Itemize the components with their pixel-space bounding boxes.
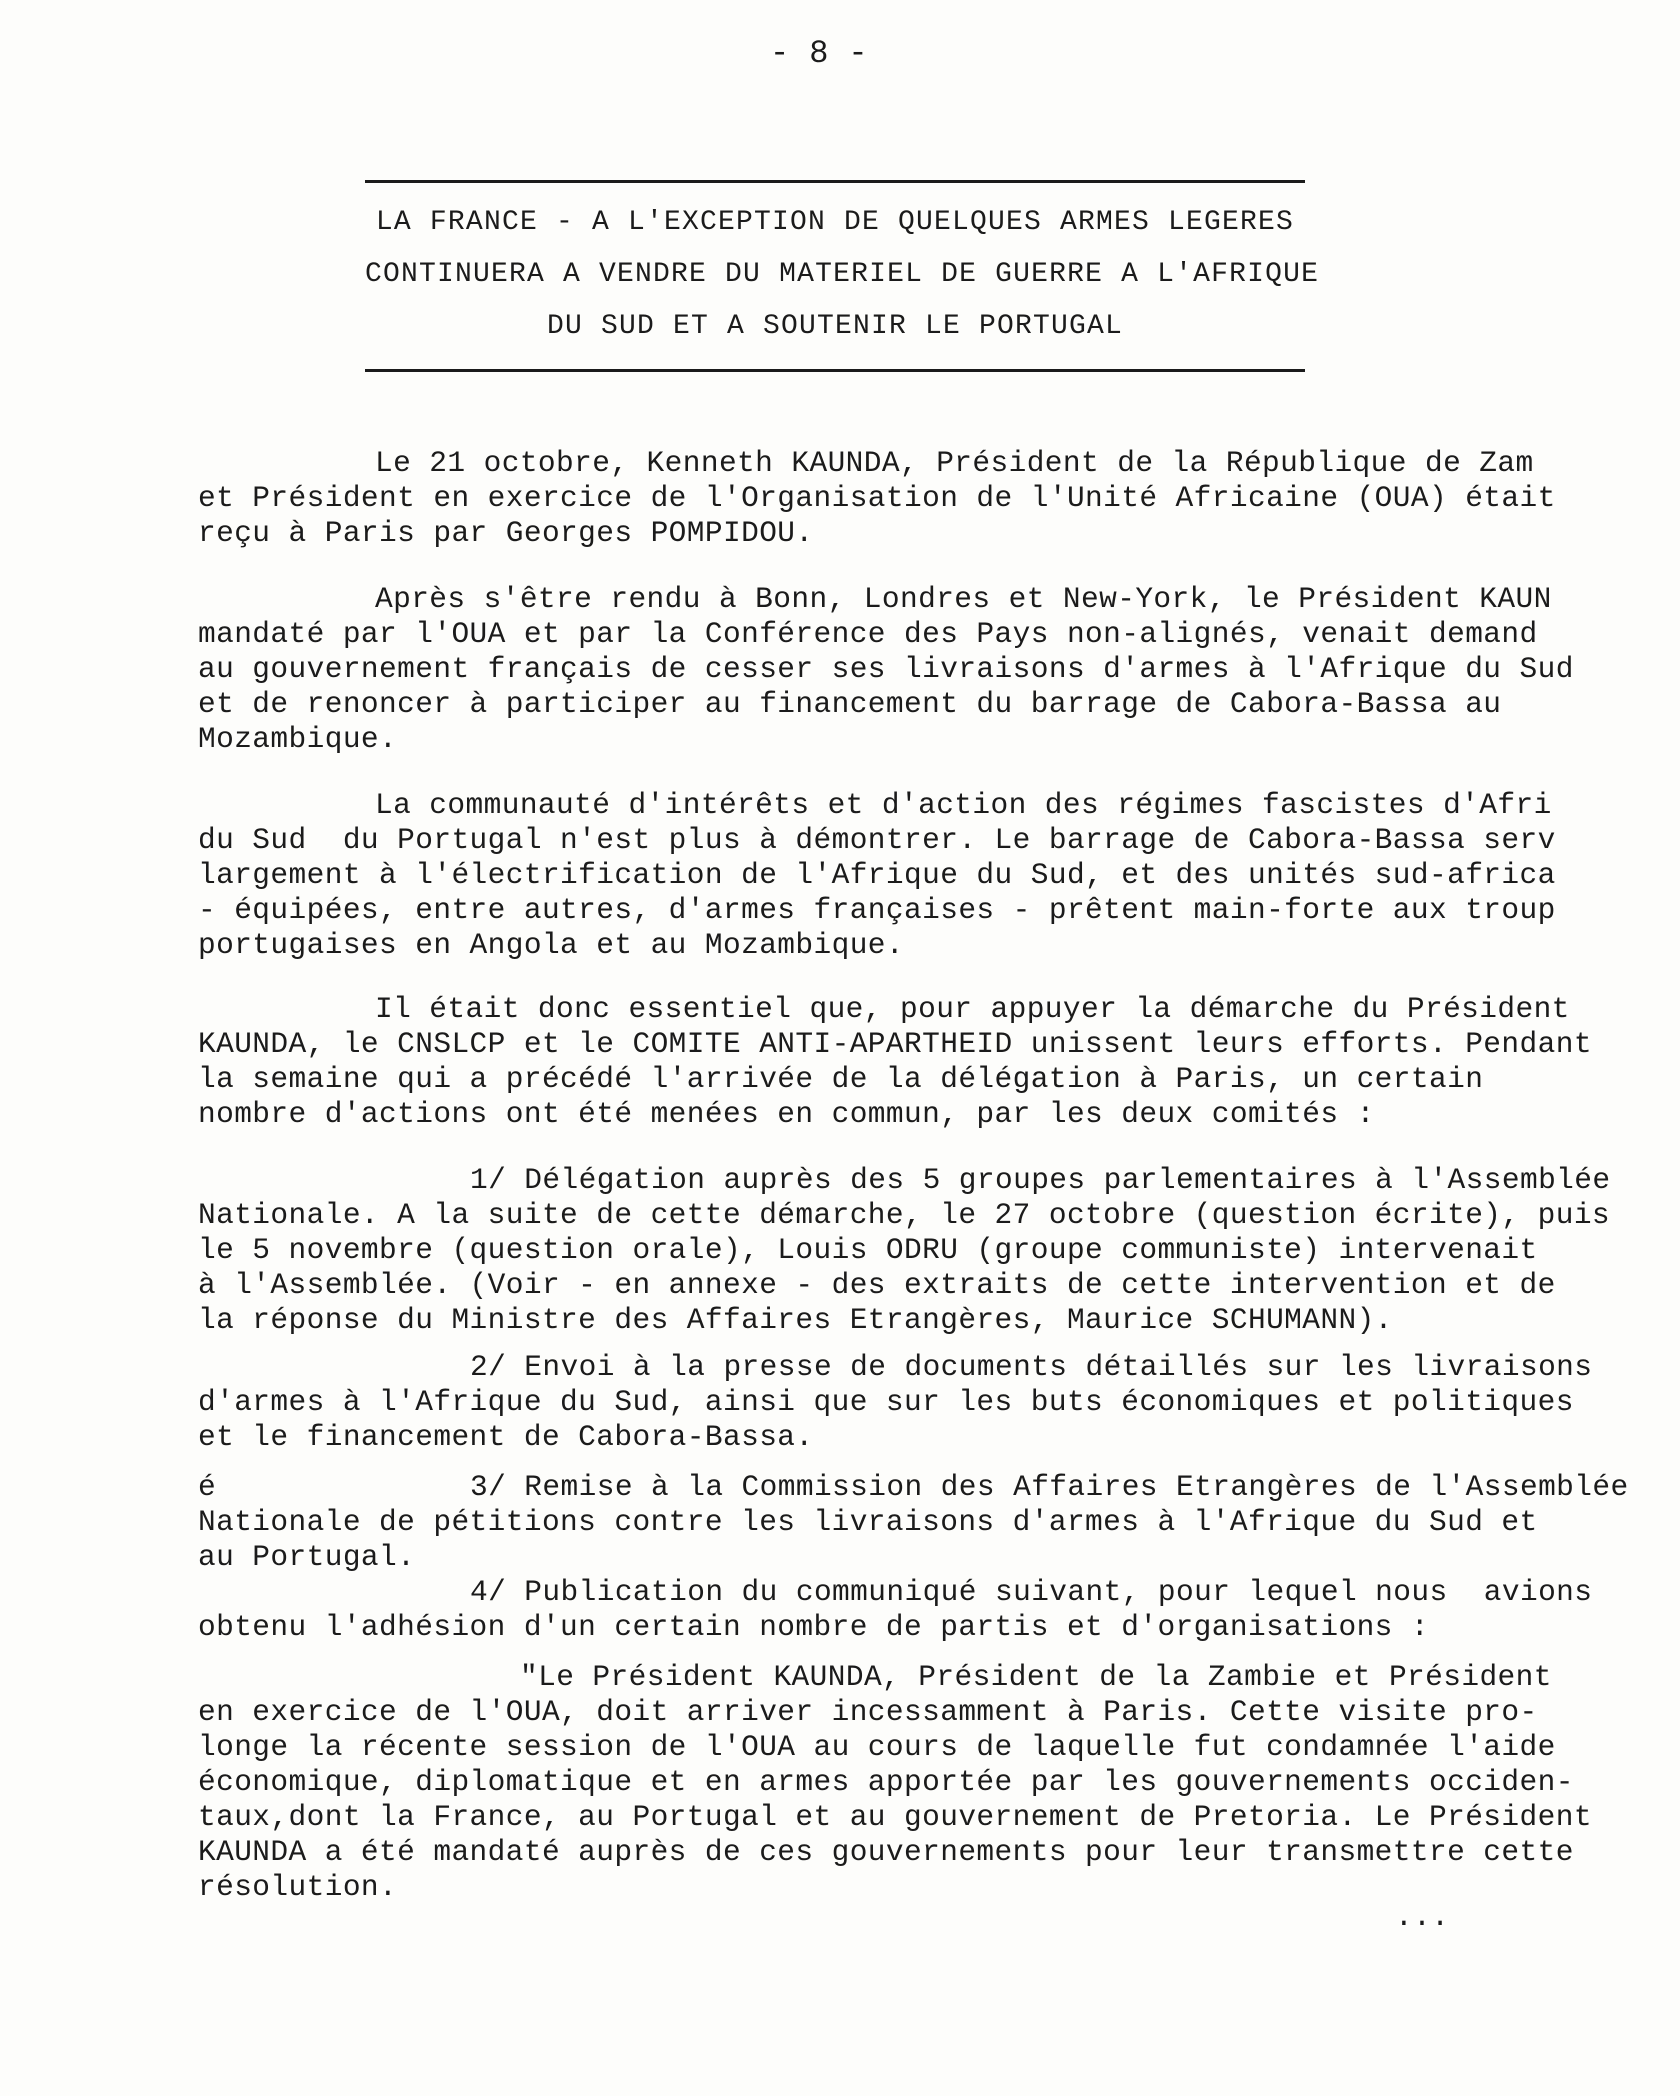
body-line: du Sud du Portugal n'est plus à démontrer. Le barrage de Cabora-Bassa serv xyxy=(198,823,1556,857)
body-line: au Portugal. xyxy=(198,1540,416,1574)
title-line: CONTINUERA A VENDRE DU MATERIEL DE GUERRE A L'AFRIQUE xyxy=(365,259,1320,290)
body-line: portugaises en Angola et au Mozambique. xyxy=(198,928,905,962)
title-line: DU SUD ET A SOUTENIR LE PORTUGAL xyxy=(546,311,1124,342)
body-line: Le 21 octobre, Kenneth KAUNDA, Président de la République de Zam xyxy=(375,446,1534,480)
body-line: Mozambique. xyxy=(198,722,398,756)
body-line: nombre d'actions ont été menées en commun, par les deux comités : xyxy=(198,1097,1375,1131)
body-line: Il était donc essentiel que, pour appuyer la démarche du Président xyxy=(375,992,1570,1026)
body-line: la réponse du Ministre des Affaires Etrangères, Maurice SCHUMANN). xyxy=(198,1303,1393,1337)
quote-line: taux,dont la France, au Portugal et au gouvernement de Pretoria. Le Président xyxy=(198,1800,1592,1834)
body-line: Après s'être rendu à Bonn, Londres et New-York, le Président KAUN xyxy=(375,582,1552,616)
quote-line: économique, diplomatique et en armes apportée par les gouvernements occiden- xyxy=(198,1765,1574,1799)
body-line: mandaté par l'OUA et par la Conférence des Pays non-alignés, venait demand xyxy=(198,617,1538,651)
body-line: et Président en exercice de l'Organisation de l'Unité Africaine (OUA) était xyxy=(198,481,1556,515)
body-line: et le financement de Cabora-Bassa. xyxy=(198,1420,814,1454)
body-line: au gouvernement français de cesser ses livraisons d'armes à l'Afrique du Sud xyxy=(198,652,1574,686)
quote-line: longe la récente session de l'OUA au cours de laquelle fut condamnée l'aide xyxy=(198,1730,1556,1764)
stray-mark: é xyxy=(198,1470,217,1504)
body-line: - équipées, entre autres, d'armes françaises - prêtent main-forte aux troup xyxy=(198,893,1556,927)
quote-line: KAUNDA a été mandaté auprès de ces gouvernements pour leur transmettre cette xyxy=(198,1835,1574,1869)
body-line: le 5 novembre (question orale), Louis ODRU (groupe communiste) intervenait xyxy=(198,1233,1538,1267)
body-line: KAUNDA, le CNSLCP et le COMITE ANTI-APARTHEID unissent leurs efforts. Pendant xyxy=(198,1027,1592,1061)
quote-line: résolution. xyxy=(198,1870,398,1904)
body-line: la semaine qui a précédé l'arrivée de la délégation à Paris, un certain xyxy=(198,1062,1484,1096)
quote-line: en exercice de l'OUA, doit arriver incessamment à Paris. Cette visite pro- xyxy=(198,1695,1538,1729)
body-line: La communauté d'intérêts et d'action des régimes fascistes d'Afri xyxy=(375,788,1552,822)
body-line: 2/ Envoi à la presse de documents détaillés sur les livraisons xyxy=(470,1350,1593,1384)
title-line: LA FRANCE - A L'EXCEPTION DE QUELQUES ARMES LEGERES xyxy=(375,207,1295,238)
quote-line: "Le Président KAUNDA, Président de la Zambie et Président xyxy=(520,1660,1552,1694)
body-line: d'armes à l'Afrique du Sud, ainsi que sur les buts économiques et politiques xyxy=(198,1385,1574,1419)
body-line: obtenu l'adhésion d'un certain nombre de partis et d'organisations : xyxy=(198,1610,1429,1644)
body-line: largement à l'électrification de l'Afrique du Sud, et des unités sud-africa xyxy=(198,858,1556,892)
body-line: 1/ Délégation auprès des 5 groupes parlementaires à l'Assemblée xyxy=(470,1163,1611,1197)
title-block xyxy=(365,180,1320,372)
continuation-marker: ... xyxy=(1395,1900,1450,1934)
body-line: 3/ Remise à la Commission des Affaires Etrangères de l'Assemblée xyxy=(470,1470,1629,1504)
body-line: Nationale. A la suite de cette démarche, le 27 octobre (question écrite), puis xyxy=(198,1198,1611,1232)
title-rule-top xyxy=(365,180,1305,183)
title-rule-bottom xyxy=(365,369,1305,372)
body-line: et de renoncer à participer au financement du barrage de Cabora-Bassa au xyxy=(198,687,1502,721)
body-line: reçu à Paris par Georges POMPIDOU. xyxy=(198,516,814,550)
body-line: 4/ Publication du communiqué suivant, pour lequel nous avions xyxy=(470,1575,1593,1609)
body-line: Nationale de pétitions contre les livraisons d'armes à l'Afrique du Sud et xyxy=(198,1505,1538,1539)
page-number: - 8 - xyxy=(770,35,869,72)
body-line: à l'Assemblée. (Voir - en annexe - des extraits de cette intervention et de xyxy=(198,1268,1556,1302)
